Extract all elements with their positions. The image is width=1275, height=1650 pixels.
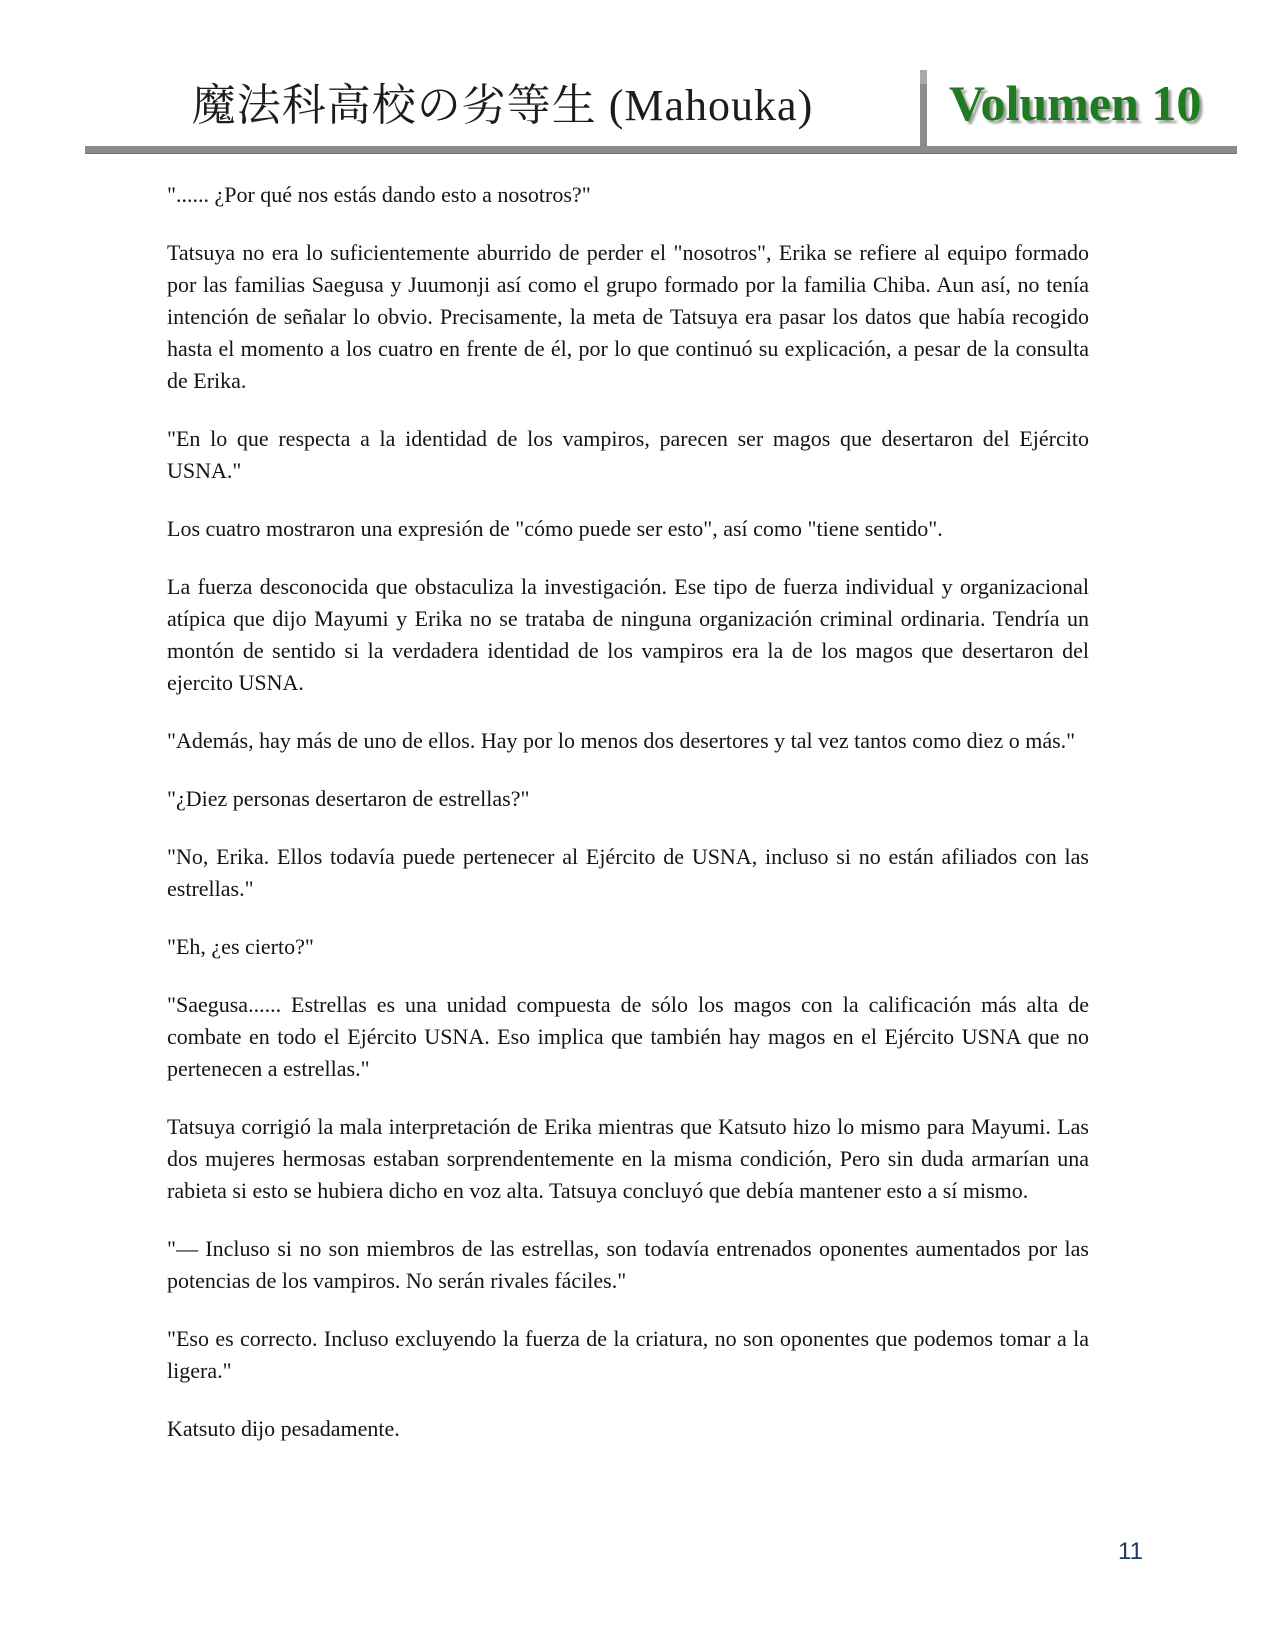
paragraph: "Eso es correcto. Incluso excluyendo la fuerza de la criatura, no son oponentes que podemos tomar a la ligera."	[167, 1326, 1089, 1384]
paragraph: Los cuatro mostraron una expresión de "cómo puede ser esto", así como "tiene sentido".	[167, 516, 943, 542]
volume-label: Volumen 10	[949, 75, 1202, 131]
series-title: 魔法科高校の劣等生 (Mahouka)	[191, 81, 814, 130]
paragraph: "Saegusa...... Estrellas es una unidad compuesta de sólo los magos con la calificación más alta de combate en todo el Ejército USNA. Eso implica que también hay magos en el Ejército USNA que no pertenecen a estrellas."	[167, 992, 1089, 1082]
paragraph: Tatsuya no era lo suficientemente aburrido de perder el "nosotros", Erika se refiere al equipo formado por las familias Saegusa y Juumonji así como el grupo formado por la familia Chiba. Aun así, no tenía intención de señalar lo obvio. Precisamente, la meta de Tatsuya era pasar los datos que había recogido hasta el momento a los cuatro en frente de él, por lo que continuó su explicación, a pesar de la consulta de Erika.	[167, 240, 1089, 394]
page-number: 11	[1118, 1538, 1143, 1565]
paragraph: "No, Erika. Ellos todavía puede pertenecer al Ejército de USNA, incluso si no están afiliados con las estrellas."	[167, 844, 1089, 902]
paragraph: La fuerza desconocida que obstaculiza la investigación. Ese tipo de fuerza individual y organizacional atípica que dijo Mayumi y Erika no se trataba de ninguna organización criminal ordinaria. Tendría un montón de sentido si la verdadera identidad de los vampiros era la de los magos que desertaron del ejercito USNA.	[167, 574, 1089, 696]
header-divider-bar	[920, 70, 927, 146]
paragraph: "...... ¿Por qué nos estás dando esto a nosotros?"	[167, 182, 591, 208]
paragraph: "¿Diez personas desertaron de estrellas?"	[167, 786, 530, 812]
paragraph: Katsuto dijo pesadamente.	[167, 1416, 400, 1442]
paragraph: Tatsuya corrigió la mala interpretación de Erika mientras que Katsuto hizo lo mismo para Mayumi. Las dos mujeres hermosas estaban sorprendentemente en la misma condición, Pero sin duda armarían una rabieta si esto se hubiera dicho en voz alta. Tatsuya concluyó que debía mantener esto a sí mismo.	[167, 1114, 1089, 1204]
paragraph: "En lo que respecta a la identidad de los vampiros, parecen ser magos que desertaron del Ejército USNA."	[167, 426, 1089, 484]
paragraph: "Eh, ¿es cierto?"	[167, 934, 314, 960]
paragraph: "— Incluso si no son miembros de las estrellas, son todavía entrenados oponentes aumentados por las potencias de los vampiros. No serán rivales fáciles."	[167, 1236, 1089, 1294]
body-text	[167, 179, 1089, 1445]
paragraph: "Además, hay más de uno de ellos. Hay por lo menos dos desertores y tal vez tantos como diez o más."	[167, 728, 1076, 754]
page-header	[85, 64, 1237, 153]
